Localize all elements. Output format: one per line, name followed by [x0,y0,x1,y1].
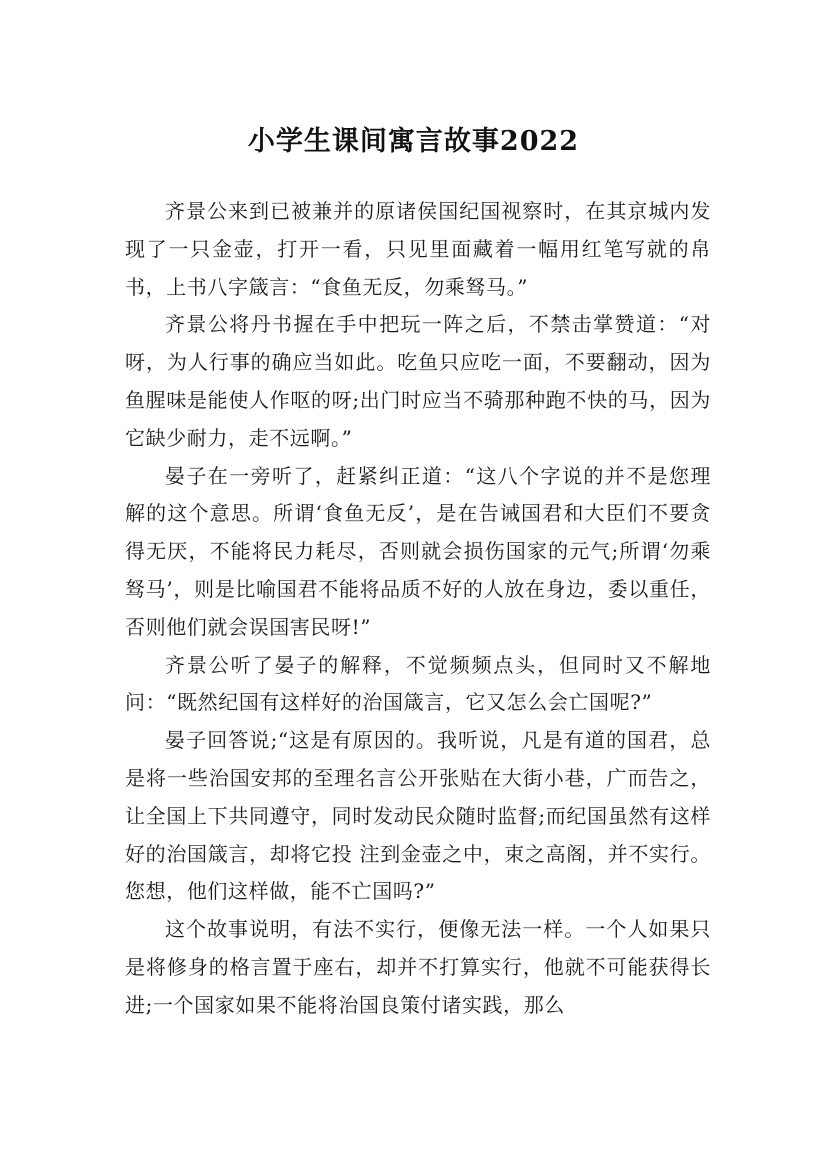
document-title: 小学生课间寓言故事2022 [247,126,580,158]
document-body [125,193,711,1025]
paragraph: 齐景公来到已被兼并的原诸侯国纪国视察时，在其京城内发现了一只金壶，打开一看，只见里面藏着一幅用红笔写就的帛书，上书八字箴言：“食鱼无反，勿乘驽马。” [125,199,711,299]
paragraph: 晏子在一旁听了，赶紧纠正道：“这八个字说的并不是您理解的这个意思。所谓‘食鱼无反’，是在告诫国君和大臣们不要贪得无厌，不能将民力耗尽，否则就会损伤国家的元气;所谓‘勿乘驽马’，则是比喻国君不能将品质不好的人放在身边，委以重任，否则他们就会误国害民呀!” [125,463,711,639]
paragraph: 这个故事说明，有法不实行，便像无法一样。一个人如果只是将修身的格言置于座右，却并不打算实行，他就不可能获得长进;一个国家如果不能将治国良策付诸实践，那么 [125,917,711,1017]
paragraph: 晏子回答说;“这是有原因的。我听说，凡是有道的国君，总是将一些治国安邦的至理名言公开张贴在大街小巷，广而告之，让全国上下共同遵守，同时发动民众随时监督;而纪国虽然有这样好的治国箴言，却将它投 注到金壶之中，束之高阁，并不实行。您想，他们这样做，能不亡国吗?” [125,728,711,904]
paragraph: 齐景公将丹书握在手中把玩一阵之后，不禁击掌赞道：“对呀，为人行事的确应当如此。吃鱼只应吃一面，不要翻动，因为鱼腥味是能使人作呕的呀;出门时应当不骑那种跑不快的马，因为它缺少耐力，走不远啊。” [125,312,711,450]
paragraph: 齐景公听了晏子的解释，不觉频频点头，但同时又不解地问：“既然纪国有这样好的治国箴言，它又怎么会亡国呢?” [125,652,711,715]
